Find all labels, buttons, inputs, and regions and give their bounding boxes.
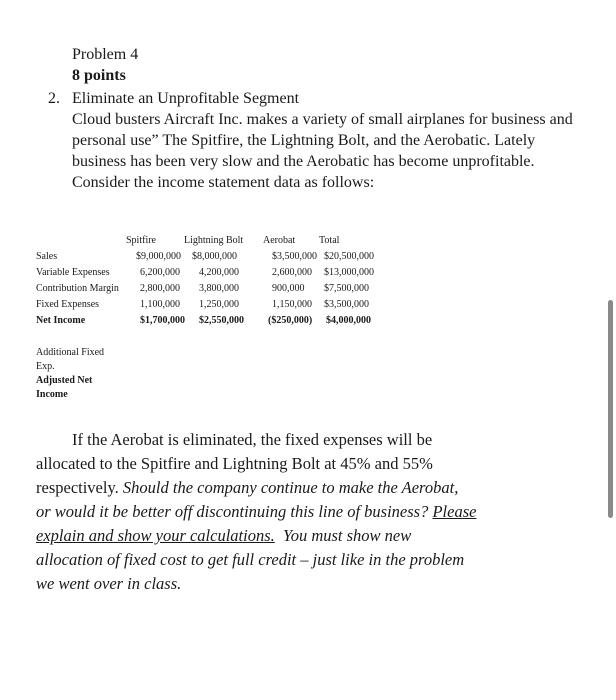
- question-paragraph: Cloud busters Aircraft Inc. makes a variety of small airplanes for business and personal use” The Spitfire, the Lightning Bolt, and the Aerobatic. Lately business has been very slow and the Aerobatic has become unprofitable.: [72, 111, 573, 170]
- question-number: 2.: [48, 90, 60, 107]
- column-header: Spitfire: [126, 235, 156, 246]
- table-cell: 4,200,000: [199, 267, 239, 278]
- table-cell: 1,100,000: [140, 299, 180, 310]
- closing-question: or would it be better off discontinuing this line of business?: [36, 502, 433, 521]
- table-cell: 1,250,000: [199, 299, 239, 310]
- closing-paragraph: [36, 428, 584, 596]
- instruction-underlined: Please: [432, 502, 477, 521]
- adjusted-net-label: Adjusted Net: [36, 375, 93, 386]
- table-row: [36, 281, 416, 297]
- table-cell: $7,500,000: [324, 283, 369, 294]
- table-cell: $4,000,000: [326, 315, 371, 326]
- instruction-text: You must show new: [274, 526, 412, 545]
- additional-fixed-label-cont: Exp.: [36, 361, 55, 372]
- table-cell: 3,800,000: [199, 283, 239, 294]
- question-title: Eliminate an Unprofitable Segment: [72, 90, 300, 107]
- closing-line: respectively.: [36, 478, 123, 497]
- income-statement-table: [36, 233, 416, 329]
- row-label: Sales: [36, 251, 58, 262]
- consider-text: Consider the income statement data as follows:: [72, 174, 375, 191]
- table-header-row: [36, 233, 416, 249]
- table-cell: $20,500,000: [324, 251, 374, 262]
- column-header: Lightning Bolt: [184, 235, 244, 246]
- column-header: Total: [319, 235, 340, 246]
- row-label: Net Income: [36, 315, 86, 326]
- scrollbar[interactable]: [608, 300, 613, 518]
- column-header: Aerobat: [263, 235, 296, 246]
- table-row: [36, 249, 416, 265]
- instruction-text: we went over in class.: [36, 574, 182, 593]
- table-cell: $3,500,000: [272, 251, 317, 262]
- closing-question: Should the company continue to make the Aerobat,: [122, 478, 459, 497]
- closing-line: allocated to the Spitfire and Lightning Bolt at 45% and 55%: [36, 454, 433, 473]
- table-cell: $8,000,000: [192, 251, 237, 262]
- table-cell: 2,600,000: [272, 267, 312, 278]
- table-cell: 6,200,000: [140, 267, 180, 278]
- table-cell: 2,800,000: [140, 283, 180, 294]
- table-row: [36, 297, 416, 313]
- table-row: [36, 313, 416, 329]
- table-row: [36, 265, 416, 281]
- table-cell: ($250,000): [268, 315, 313, 326]
- additional-labels: [36, 346, 104, 402]
- table-cell: $3,500,000: [324, 299, 369, 310]
- row-label: Variable Expenses: [36, 267, 110, 278]
- problem-header: [72, 44, 138, 86]
- table-cell: $9,000,000: [136, 251, 181, 262]
- problem-title: Problem 4: [72, 46, 139, 63]
- instruction-underlined: explain and show your calculations.: [36, 526, 275, 545]
- closing-line: If the Aerobat is eliminated, the fixed expenses will be: [72, 430, 433, 449]
- row-label: Contribution Margin: [36, 283, 119, 294]
- table-cell: $13,000,000: [324, 267, 374, 278]
- table-cell: $2,550,000: [199, 315, 244, 326]
- additional-fixed-label: Additional Fixed: [36, 347, 105, 358]
- question-block: [48, 88, 588, 193]
- table-cell: 1,150,000: [272, 299, 312, 310]
- points-label: 8 points: [72, 67, 126, 84]
- table-cell: 900,000: [272, 283, 305, 294]
- adjusted-net-label-cont: Income: [36, 389, 68, 400]
- row-label: Fixed Expenses: [36, 299, 100, 310]
- instruction-text: allocation of fixed cost to get full credit – just like in the problem: [36, 550, 465, 569]
- table-cell: $1,700,000: [140, 315, 185, 326]
